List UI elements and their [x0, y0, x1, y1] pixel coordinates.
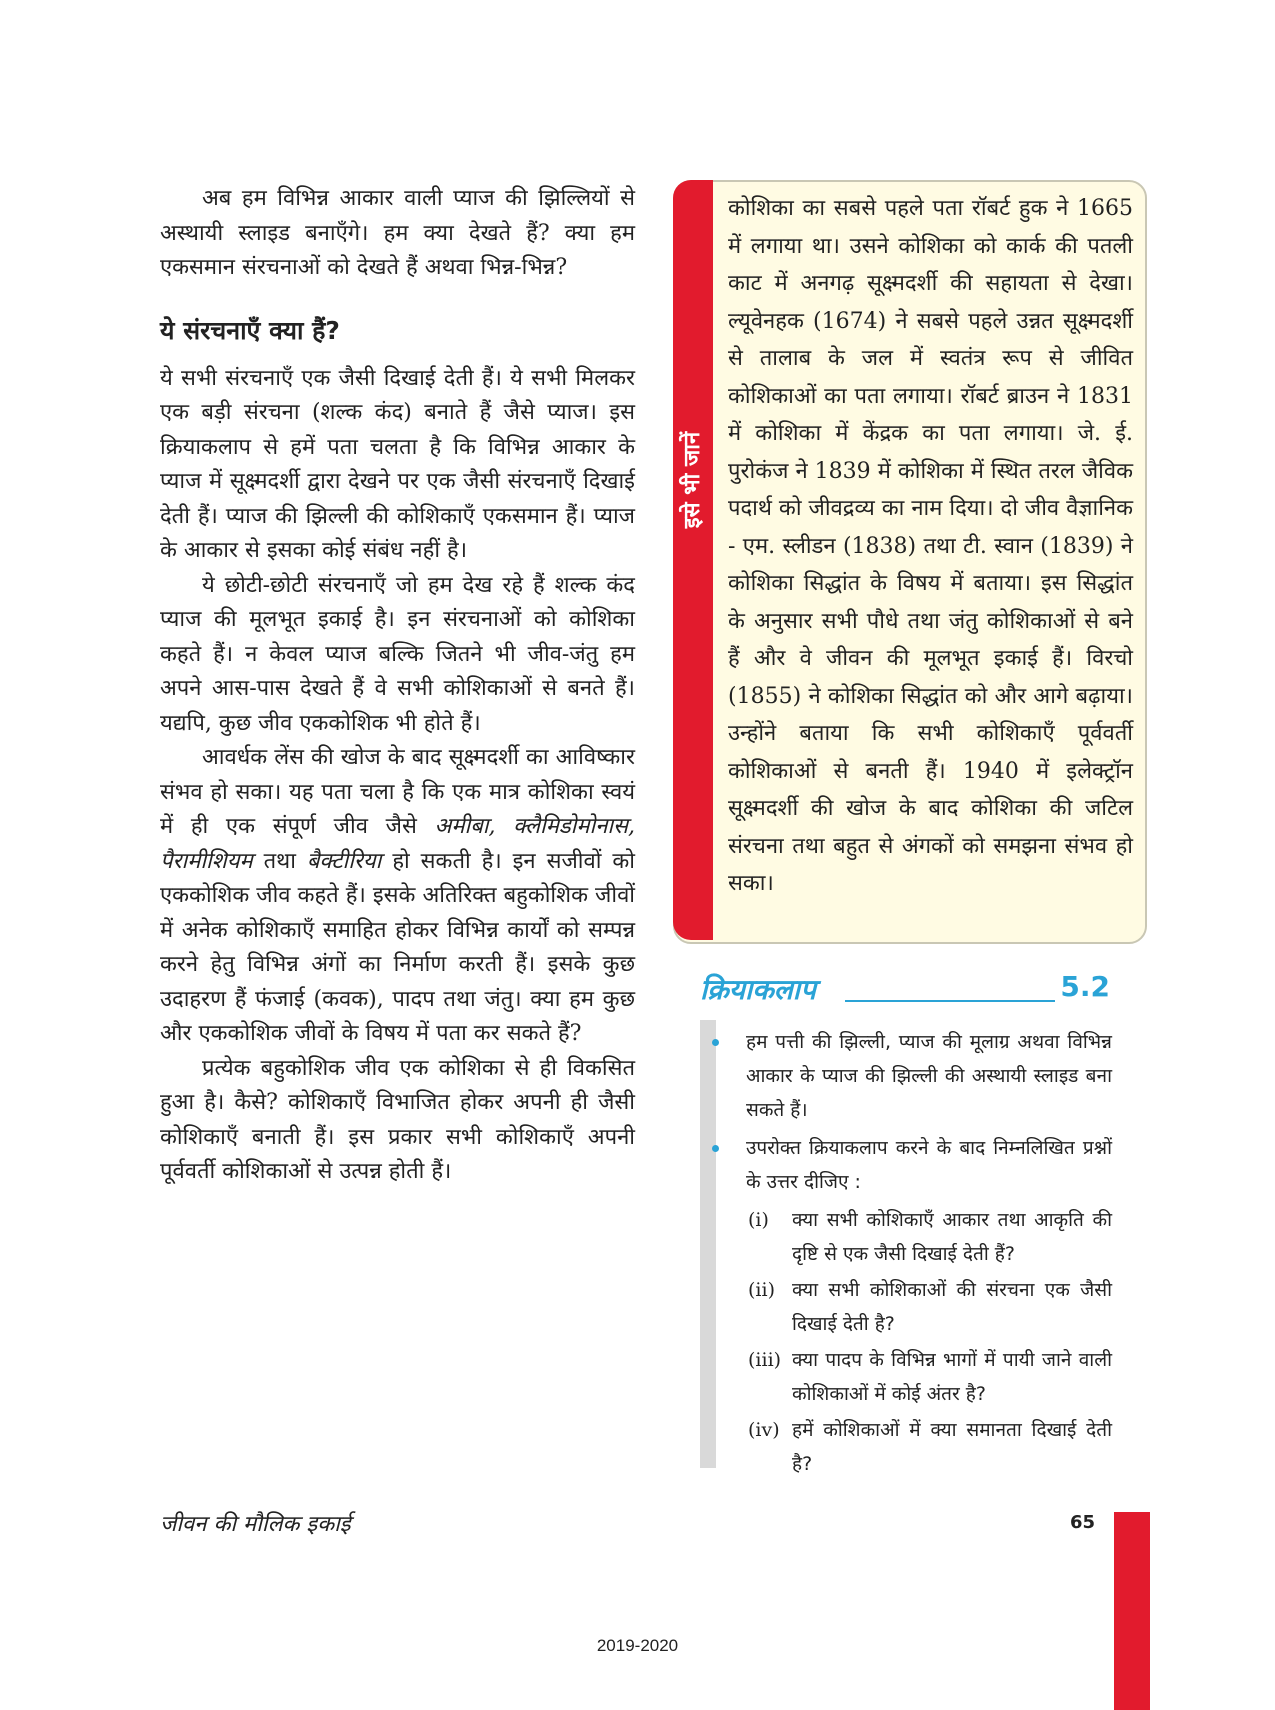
did-you-know-tab	[673, 180, 713, 940]
paragraph-multicellular: प्रत्येक बहुकोशिक जीव एक कोशिका से ही विकसित हुआ है। कैसे? कोशिकाएँ विभाजित होकर अपनी ही जैसी कोशिकाएँ बनाती हैं। इस प्रकार सभी कोशिकाएँ अपनी पूर्ववर्ती कोशिकाओं से उत्पन्न होती हैं।	[160, 1055, 635, 1184]
organism-bacteria: बैक्टीरिया	[306, 848, 382, 874]
section-heading: ये संरचनाएँ क्या हैं?	[160, 315, 340, 345]
activity-heading	[700, 970, 1130, 1010]
paragraph-structures: ये सभी संरचनाएँ एक जैसी दिखाई देती हैं। ये सभी मिलकर एक बड़ी संरचना (शल्क कंद) बनाते हैं जैसे प्याज। इस क्रियाकलाप से हमें पता चलता है कि विभिन्न आकार के प्याज में सूक्ष्मदर्शी द्वारा देखने पर एक जैसी संरचनाएँ दिखाई देती हैं। प्याज की झिल्ली की कोशिकाएँ एकसमान हैं। प्याज के आकार से इसका कोई संबंध नहीं है।	[160, 365, 635, 563]
chapter-title-footer: जीवन की मौलिक इकाई	[160, 1512, 351, 1537]
paragraph-microscope: आवर्धक लेंस की खोज के बाद सूक्ष्मदर्शी का आविष्कार संभव हो सका। यह पता चला है कि एक मात्र कोशिका स्वयं में ही एक संपूर्ण जीव जैसे अमीबा, क्लैमिडोमोनास, पैरामीशियम तथा बैक्टीरिया हो सकती है। इन सजीवों को एककोशिक जीव कहते हैं। इसके अतिरिक्त बहुकोशिक जीवों में अनेक कोशिकाएँ समाहित होकर विभिन्न कार्यों को सम्पन्न करने हेतु विभिन्न अंगों का निर्माण करती हैं। इसके कुछ उदाहरण हैं फंजाई (कवक), पादप तथा जंतु। क्या हम कुछ और एककोशिक जीवों के विषय में पता कर सकते हैं?	[160, 745, 636, 1046]
bullet-icon	[712, 1145, 719, 1152]
bullet-icon	[712, 1039, 719, 1046]
activity-bullet: उपरोक्त क्रियाकलाप करने के बाद निम्नलिखित प्रश्नों के उत्तर दीजिए :	[712, 1131, 1112, 1199]
activity-number: 5.2	[1060, 970, 1110, 1003]
activity-question: (i) क्या सभी कोशिकाएँ आकार तथा आकृति की दृष्टि से एक जैसी दिखाई देती हैं?	[748, 1209, 1112, 1265]
activity-title: क्रियाकलाप	[700, 973, 816, 1006]
intro-paragraph: अब हम विभिन्न आकार वाली प्याज की झिल्लियों से अस्थायी स्लाइड बनाएँगे। हम क्या देखते हैं? क्या हम एकसमान संरचनाओं को देखते हैं अथवा भिन्न-भिन्न?	[160, 186, 635, 280]
paragraph-cells: ये छोटी-छोटी संरचनाएँ जो हम देख रहे हैं शल्क कंद प्याज की मूलभूत इकाई है। इन संरचनाओं को कोशिका कहते हैं। न केवल प्याज बल्कि जितने भी जीव-जंतु हम अपने आस-पास देखते हैं वे सभी कोशिकाओं से बनते हैं। यद्यपि, कुछ जीव एककोशिक भी होते हैं।	[160, 572, 635, 736]
did-you-know-tab-label: इसे भी जानें	[680, 431, 705, 529]
did-you-know-text: कोशिका का सबसे पहले पता रॉबर्ट हुक ने 1665 में लगाया था। उसने कोशिका को कार्क की पतली काट में अनगढ़ सूक्ष्मदर्शी की सहायता से देखा। ल्यूवेनहक (1674) ने सबसे पहले उन्नत सूक्ष्मदर्शी से तालाब के जल में स्वतंत्र रूप से जीवित कोशिकाओं का पता लगाया। रॉबर्ट ब्राउन ने 1831 में कोशिका में केंद्रक का पता लगाया। जे. ई. पुरोकंज ने 1839 में कोशिका में स्थित तरल जैविक पदार्थ को जीवद्रव्य का नाम दिया। दो जीव वैज्ञानिक - एम. स्लीडन (1838) तथा टी. स्वान (1839) ने कोशिका सिद्धांत के विषय में बताया। इस सिद्धांत के अनुसार सभी पौधे तथा जंतु कोशिकाओं से बने हैं और वे जीवन की मूलभूत इकाई हैं। विरचो (1855) ने कोशिका सिद्धांत को और आगे बढ़ाया। उन्होंने बताया कि सभी कोशिकाएँ पूर्ववर्ती कोशिकाओं से बनती हैं। 1940 में इलेक्ट्रॉन सूक्ष्मदर्शी की खोज के बाद कोशिका की जटिल संरचना तथा बहुत से अंगकों को समझना संभव हो सका।	[728, 196, 1133, 896]
activity-body	[712, 1025, 1112, 1483]
activity-title-rule	[845, 1000, 1055, 1002]
academic-year: 2019-2020	[596, 1636, 679, 1655]
activity-question: (iv) हमें कोशिकाओं में क्या समानता दिखाई देती है?	[748, 1419, 1112, 1475]
activity-bullet: हम पत्ती की झिल्ली, प्याज की मूलाग्र अथवा विभिन्न आकार के प्याज की झिल्ली की अस्थायी स्लाइड बना सकते हैं।	[712, 1025, 1112, 1127]
page-edge-marker	[1114, 1512, 1150, 1710]
organism-names: अमीबा, क्लैमिडोमोनास, पैरामीशियम	[160, 814, 636, 874]
page-number: 65	[1070, 1512, 1096, 1533]
activity-question: (iii) क्या पादप के विभिन्न भागों में पायी जाने वाली कोशिकाओं में कोई अंतर है?	[748, 1349, 1112, 1405]
activity-question: (ii) क्या सभी कोशिकाओं की संरचना एक जैसी दिखाई देती है?	[748, 1279, 1112, 1335]
main-text-column	[160, 182, 635, 1190]
did-you-know-box	[673, 180, 1147, 944]
